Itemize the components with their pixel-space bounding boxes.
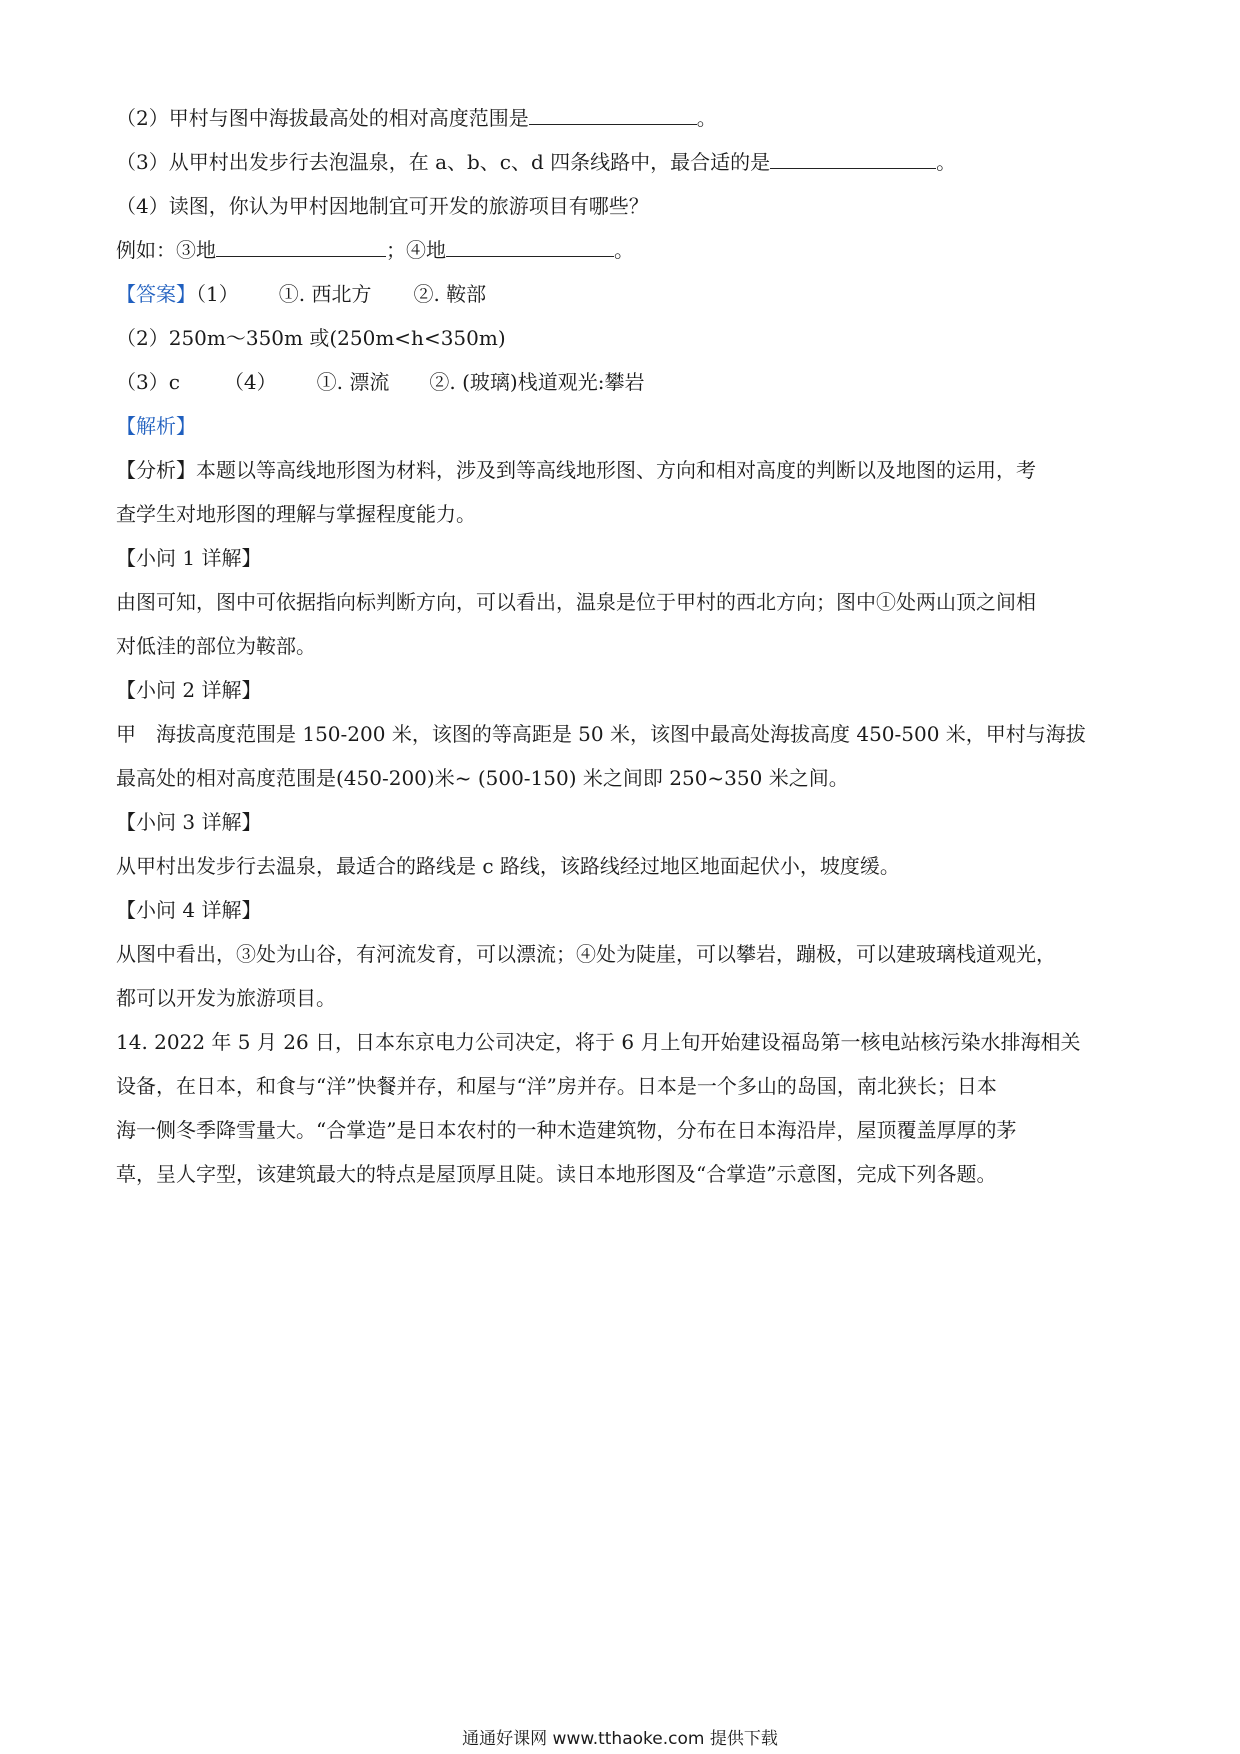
answer-tag: 【答案】: [116, 282, 196, 306]
page-footer: 通通好课网 www.tthaoke.com 提供下载: [462, 1729, 778, 1749]
question-3: （3）从甲村出发步行去泡温泉，在 a、b、c、d 四条线路中，最合适的是 。: [116, 150, 957, 174]
section-2-title: 【小问 2 详解】: [116, 678, 262, 702]
answer-blank: [529, 104, 697, 125]
section-2-line-2: 最高处的相对高度范围是(450-200)米~ (500-150) 米之间即 250~350 米之间。: [116, 766, 849, 790]
analysis-intro-line-1: 【分析】本题以等高线地形图为材料，涉及到等高线地形图、方向和相对高度的判断以及地图的运用，考: [116, 458, 1036, 482]
question-14-line-3: 海一侧冬季降雪量大。“合掌造”是日本农村的一种木造建筑物，分布在日本海沿岸，屋顶覆盖厚厚的茅: [116, 1118, 1017, 1142]
section-1-line-1: 由图可知，图中可依据指向标判断方向，可以看出，温泉是位于甲村的西北方向；图中①处两山顶之间相: [116, 590, 1036, 614]
analysis-intro-line-2: 查学生对地形图的理解与掌握程度能力。: [116, 502, 476, 526]
section-4-title: 【小问 4 详解】: [116, 898, 262, 922]
answer-line-2: （2）250m～350m 或(250m<h<350m): [116, 326, 506, 350]
section-4-line-2: 都可以开发为旅游项目。: [116, 986, 336, 1010]
question-14-line-2: 设备，在日本，和食与“洋”快餐并存，和屋与“洋”房并存。日本是一个多山的岛国，南北狭长；日本: [116, 1074, 997, 1098]
answer-blank: [446, 236, 614, 257]
answer-line-3: （3）c （4） ①. 漂流 ②. (玻璃)栈道观光:攀岩: [116, 370, 645, 394]
answer-blank: [216, 236, 386, 257]
section-3-title: 【小问 3 详解】: [116, 810, 262, 834]
question-2: （2）甲村与图中海拔最高处的相对高度范围是 。: [116, 106, 717, 130]
question-14-line-1: 14. 2022 年 5 月 26 日，日本东京电力公司决定，将于 6 月上旬开始建设福岛第一核电站核污染水排海相关: [116, 1030, 1081, 1054]
section-3-line-1: 从甲村出发步行去温泉，最适合的路线是 c 路线，该路线经过地区地面起伏小，坡度缓。: [116, 854, 900, 878]
analysis-tag: 【解析】: [116, 414, 196, 438]
question-4: （4）读图，你认为甲村因地制宜可开发的旅游项目有哪些？: [116, 194, 649, 218]
section-4-line-1: 从图中看出，③处为山谷，有河流发育，可以漂流；④处为陡崖，可以攀岩，蹦极，可以建玻璃栈道观光，: [116, 942, 1056, 966]
answer-blank: [770, 148, 936, 169]
question-14-line-4: 草，呈人字型，该建筑最大的特点是屋顶厚且陡。读日本地形图及“合掌造”示意图，完成下列各题。: [116, 1162, 997, 1186]
section-2-line-1: 甲 海拔高度范围是 150-200 米，该图的等高距是 50 米，该图中最高处海拔高度 450-500 米，甲村与海拔: [116, 722, 1086, 746]
section-1-line-2: 对低洼的部位为鞍部。: [116, 634, 316, 658]
example-line: 例如：③地 ；④地 。: [116, 238, 634, 262]
answer-line-1: 【答案】（1） ①. 西北方 ②. 鞍部: [116, 282, 487, 306]
section-1-title: 【小问 1 详解】: [116, 546, 262, 570]
